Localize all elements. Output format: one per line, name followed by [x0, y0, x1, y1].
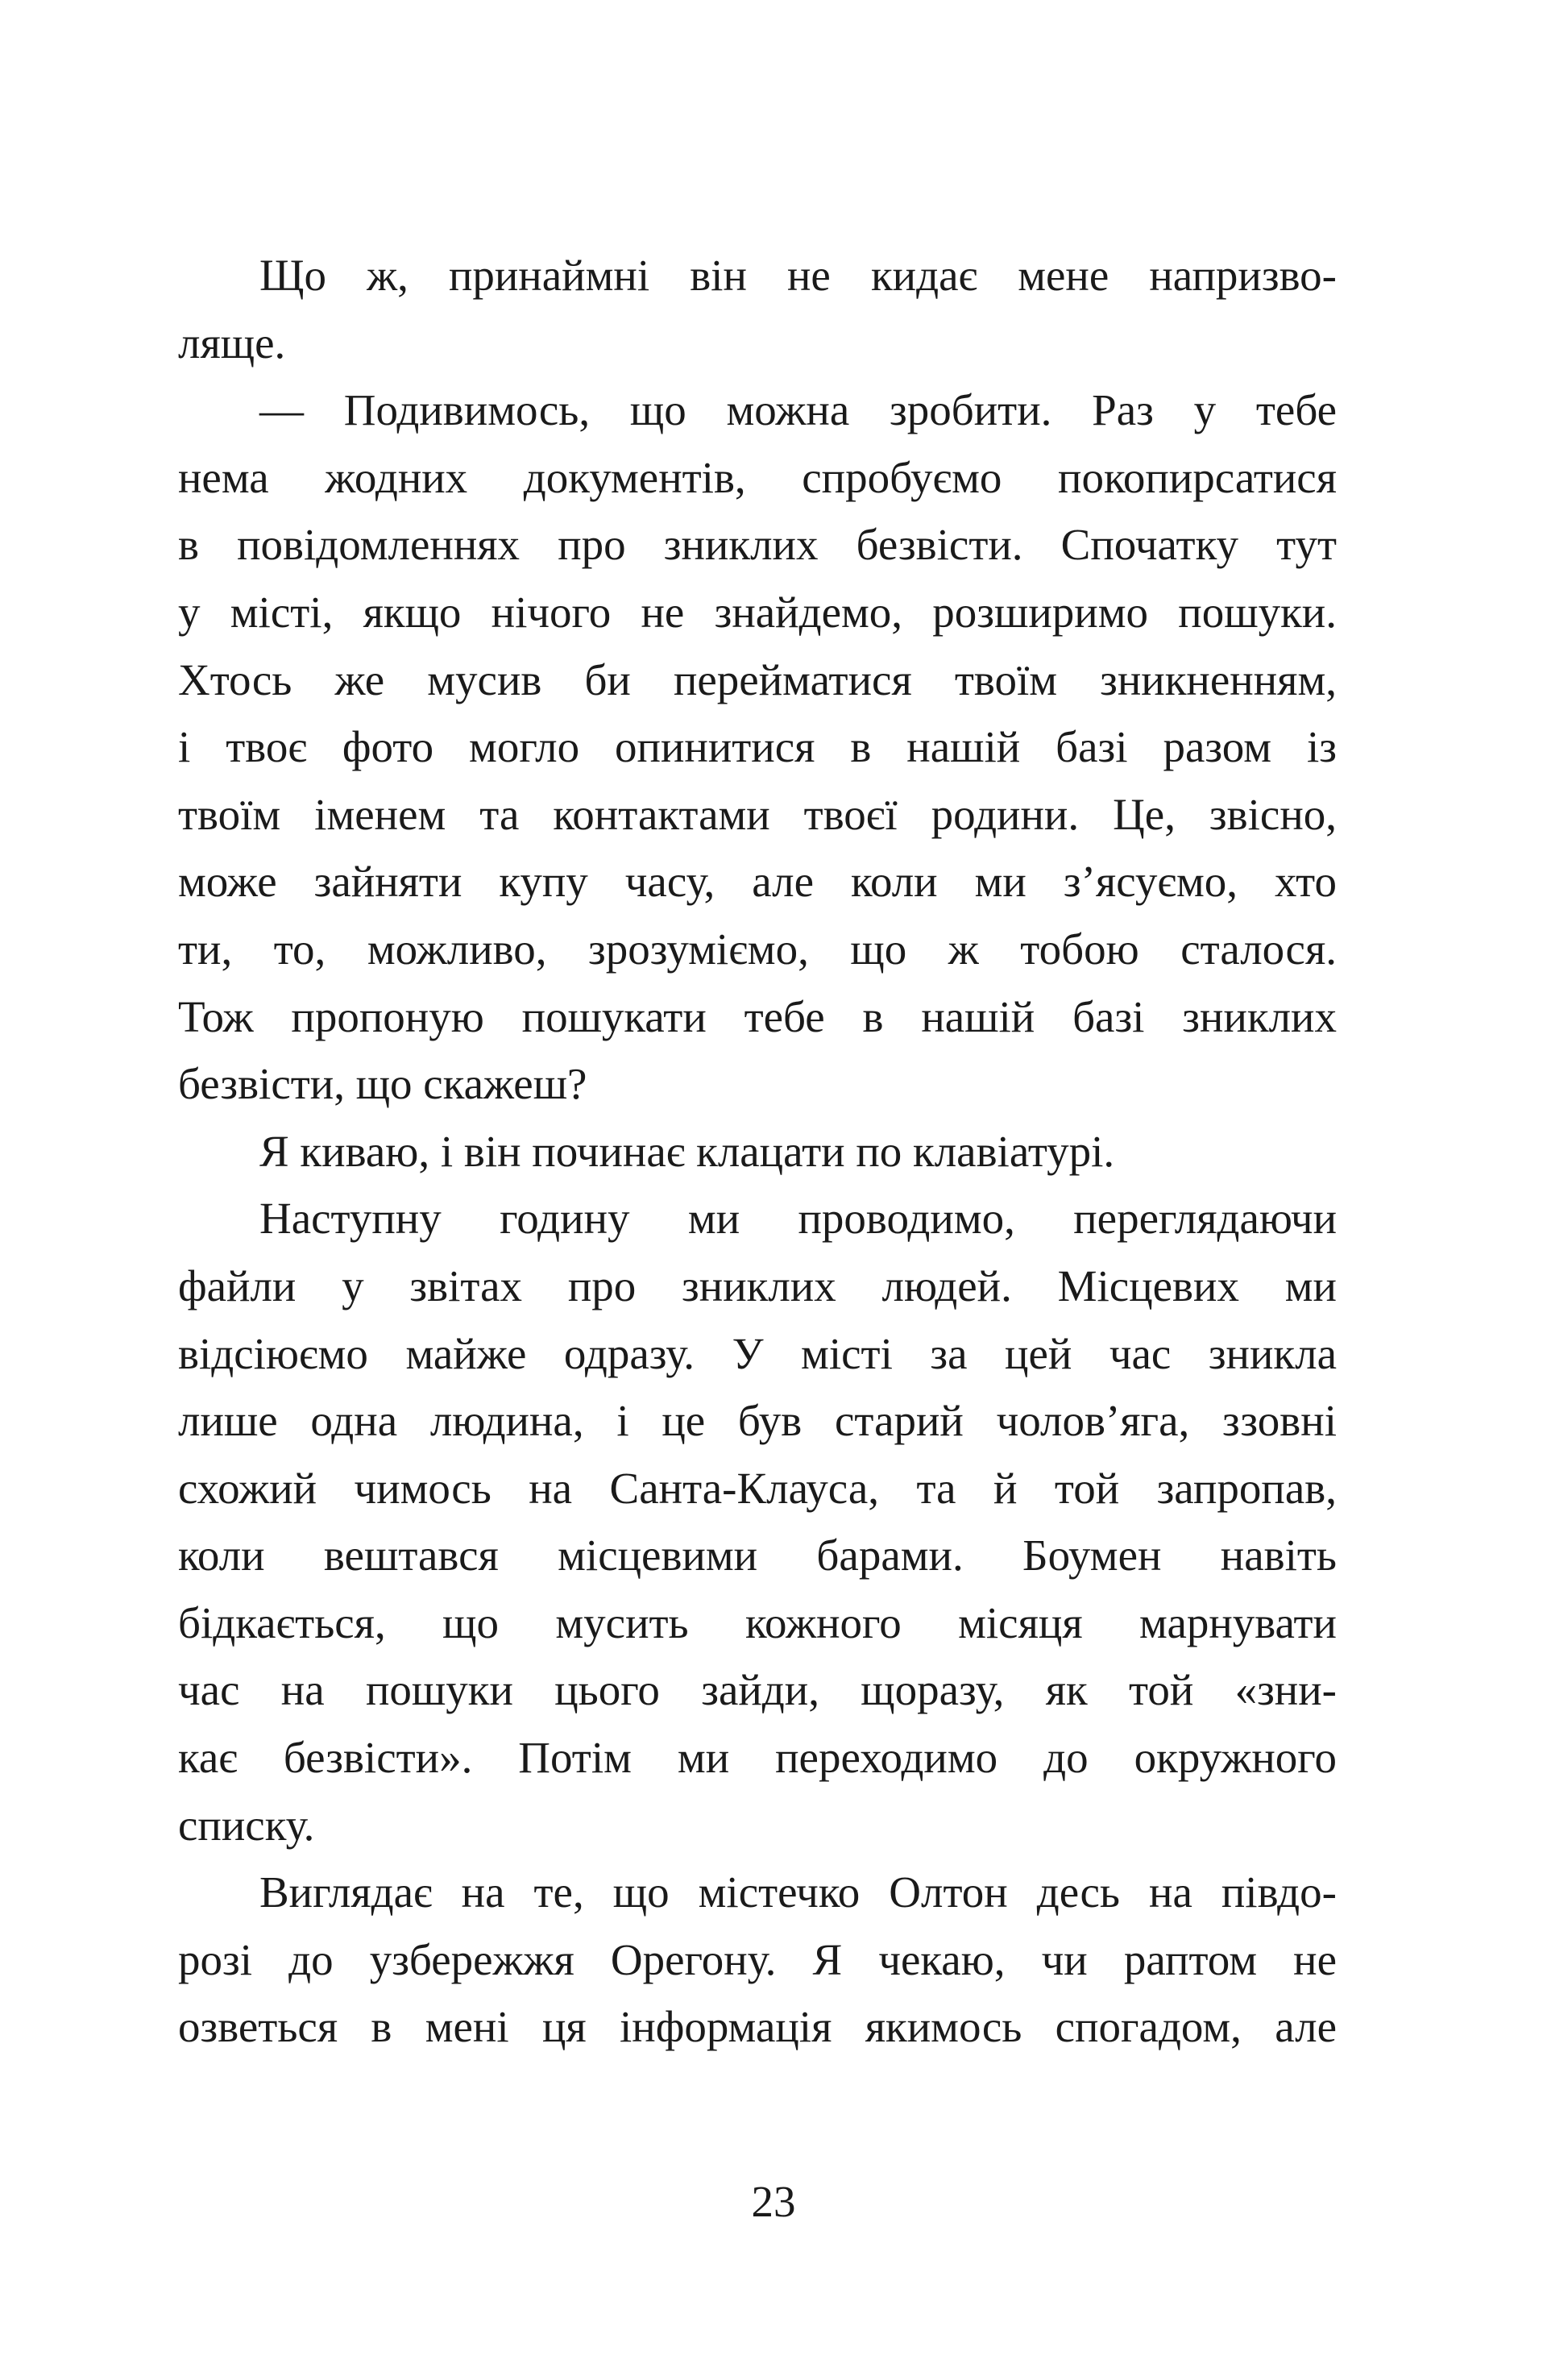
text-line: нема жодних документів, спробуємо покопирсатися	[178, 452, 1337, 502]
text-line: в повідомленнях про зниклих безвісти. Спочатку тут	[178, 520, 1337, 570]
text-line: Тож пропоную пошукати тебе в нашій базі зниклих	[178, 991, 1337, 1041]
text-line: бідкається, що мусить кожного місяця марнувати	[178, 1597, 1337, 1647]
text-line: і твоє фото могло опинитися в нашій базі разом із	[178, 722, 1337, 772]
text-line: Я киваю, і він починає клацати по клавіатурі.	[259, 1126, 1115, 1176]
text-line: Виглядає на те, що містечко Олтон десь на півдо-	[259, 1867, 1337, 1917]
text-line: Наступну годину ми проводимо, переглядаючи	[259, 1194, 1337, 1244]
text-line: ти, то, можливо, зрозуміємо, що ж тобою сталося.	[178, 924, 1337, 974]
text-line: у місті, якщо нічого не знайдемо, розширимо пошуки.	[178, 587, 1337, 637]
text-line: Хтось же мусив би перейматися твоїм зникненням,	[178, 654, 1337, 704]
text-line: коли вештався місцевими барами. Боумен навіть	[178, 1531, 1337, 1580]
text-line: файли у звітах про зниклих людей. Місцевих ми	[178, 1261, 1337, 1310]
text-line: Що ж, принаймні він не кидає мене напризво-	[259, 251, 1337, 300]
text-line: лише одна людина, і це був старий чолов’яга, ззовні	[178, 1396, 1337, 1446]
text-line: ляще.	[178, 318, 286, 368]
text-line: розі до узбережжя Орегону. Я чекаю, чи раптом не	[178, 1934, 1337, 1984]
text-line: безвісти, що скажеш?	[178, 1059, 587, 1109]
text-line: час на пошуки цього зайди, щоразу, як той «зни-	[178, 1665, 1337, 1715]
text-line: списку.	[178, 1800, 315, 1850]
text-line: озветься в мені ця інформація якимось спогадом, але	[178, 2002, 1337, 2052]
text-line: схожий чимось на Санта-Клауса, та й той запропав,	[178, 1463, 1337, 1513]
text-line: відсіюємо майже одразу. У місті за цей час зникла	[178, 1328, 1337, 1378]
text-line: кає безвісти». Потім ми переходимо до окружного	[178, 1733, 1337, 1783]
text-line: може зайняти купу часу, але коли ми з’ясуємо, хто	[178, 857, 1337, 907]
body-text	[178, 242, 1337, 2061]
page-number: 23	[751, 2177, 796, 2226]
text-line: твоїм іменем та контактами твоєї родини. Це, звісно,	[178, 789, 1337, 839]
text-line: — Подивимось, що можна зробити. Раз у тебе	[259, 385, 1337, 435]
